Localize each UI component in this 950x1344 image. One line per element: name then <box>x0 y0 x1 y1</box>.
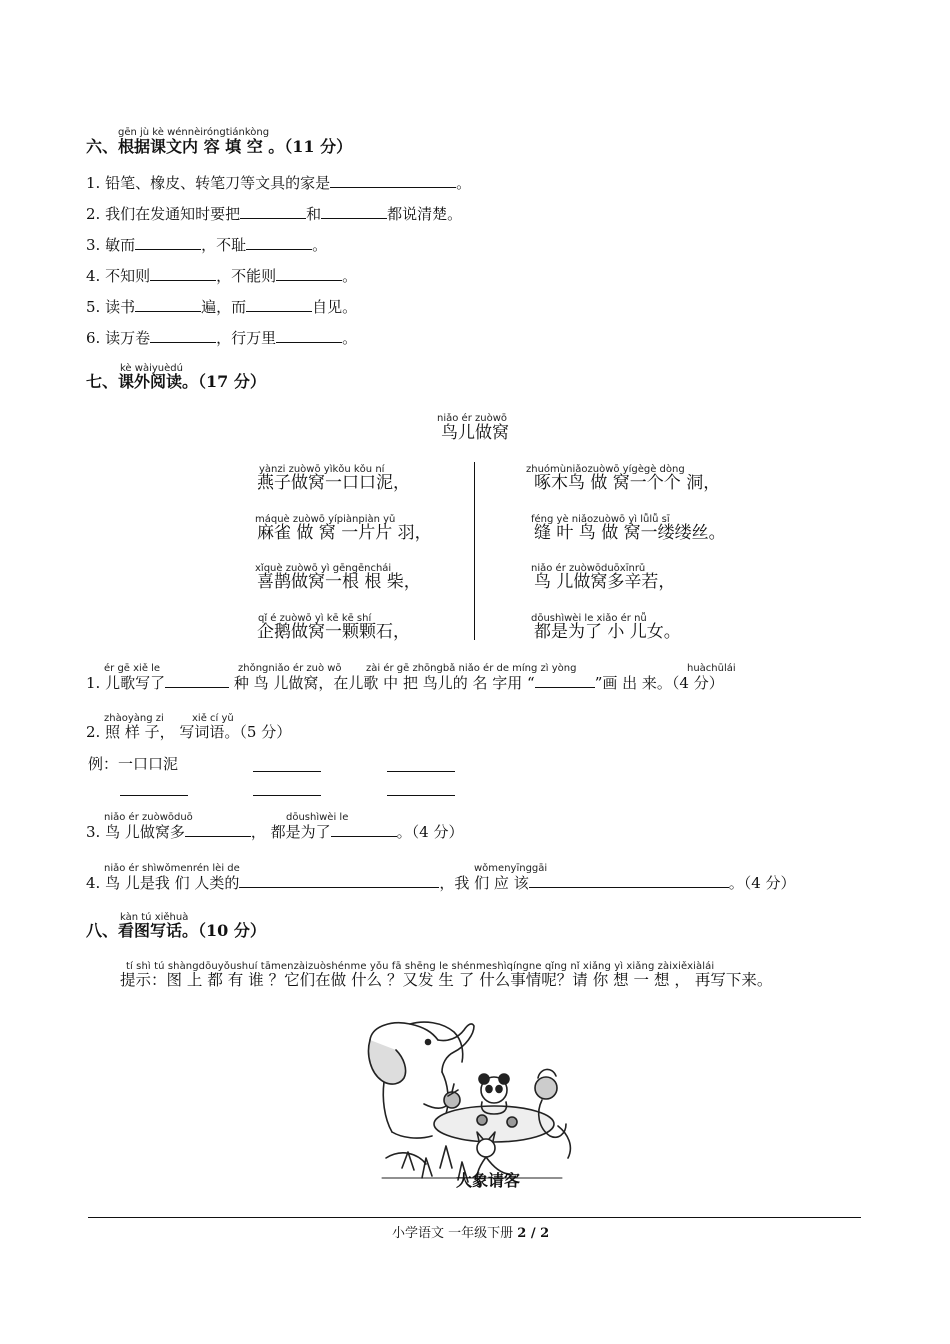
q5-text-b: 遍，而 <box>201 298 247 316</box>
poem-right-1-pinyin: zhuómùniǎozuòwō yígègè dòng <box>526 464 685 475</box>
answer-blank[interactable] <box>135 297 201 312</box>
q2-text-b: 和 <box>306 205 322 223</box>
sec7-q3 <box>86 822 463 841</box>
answer-blank[interactable] <box>276 328 342 343</box>
answer-blank[interactable] <box>321 204 387 219</box>
footer <box>392 1226 549 1242</box>
q4-text-a: 4. 不知则 <box>86 267 151 285</box>
answer-line[interactable] <box>387 795 455 796</box>
q1-text: 1. 铅笔、橡皮、转笔刀等文具的家是 <box>86 174 331 192</box>
q1-end: 。 <box>456 174 472 192</box>
sec7-q4 <box>86 873 796 892</box>
q5-text-c: 自见。 <box>312 298 358 316</box>
poem-right-2-pinyin: féng yè niǎozuòwō yì lǚlǚ sī <box>531 514 670 525</box>
q4-text-b: ，我 们 应 该 <box>439 874 529 892</box>
answer-blank[interactable] <box>150 328 216 343</box>
sec7-q2: 2. 照 样 子， 写词语。（5 分） <box>86 723 292 741</box>
answer-line[interactable] <box>253 771 321 772</box>
q3-pinyin-b: dōushìwèi le <box>286 812 349 823</box>
hint-pinyin: tí shì tú shàngdōuyǒushuí tāmenzàizuòshénme yǒu fā shēng le shénmeshìqíngne qǐng nǐ xiǎng yì xiǎng zàixiěxiàlái <box>126 961 715 972</box>
answer-blank[interactable] <box>246 297 312 312</box>
q1-pinyin-d: huàchūlái <box>687 663 736 674</box>
poem-left-3-pinyin: xǐquè zuòwō yì gēngēnchái <box>255 563 392 574</box>
q2-text-c: 都说清楚。 <box>387 205 463 223</box>
answer-blank[interactable] <box>276 266 342 281</box>
answer-blank[interactable] <box>135 235 201 250</box>
sec6-q5 <box>86 297 357 316</box>
sec7-title: 七、课外阅读。（17 分） <box>86 372 266 391</box>
answer-blank[interactable] <box>330 173 456 188</box>
sec6-pinyin: gēn jù kè wénnèiróngtiánkòng <box>118 127 270 138</box>
answer-blank[interactable] <box>240 204 306 219</box>
q1-pinyin-c: zài ér gē zhōngbǎ niǎo ér de míng zì yòng <box>366 663 577 674</box>
sec6-title: 六、根据课文内 容 填 空 。（11 分） <box>86 137 353 156</box>
q6-text-c: 。 <box>342 329 358 347</box>
answer-blank[interactable] <box>185 822 251 837</box>
answer-blank[interactable] <box>331 822 397 837</box>
sec6-q3 <box>86 235 327 254</box>
poem-right-4: 都是为了 小 儿女。 <box>534 622 681 642</box>
poem-left-1-pinyin: yànzi zuòwō yìkǒu kǒu ní <box>259 464 385 475</box>
sec8-pinyin: kàn tú xiěhuà <box>120 912 189 923</box>
q3-text-a: 3. 鸟 儿做窝多 <box>86 823 185 841</box>
poem-left-2-pinyin: máquè zuòwō yípiànpiàn yǔ <box>255 514 396 525</box>
page-number: 2 / 2 <box>517 1226 550 1241</box>
sec6-q2 <box>86 204 462 223</box>
q1-pinyin-b: zhǒngniǎo ér zuò wō <box>238 663 342 674</box>
q1-text-b: 种 鸟 儿做窝，在儿歌 中 把 鸟儿的 名 字用 “ <box>233 674 535 692</box>
poem-divider <box>474 462 475 640</box>
sec7-q1 <box>86 673 724 692</box>
q6-text-a: 6. 读万卷 <box>86 329 151 347</box>
answer-blank[interactable] <box>535 673 595 688</box>
q3-pinyin-a: niǎo ér zuòwōduō <box>104 812 193 823</box>
q4-text-a: 4. 鸟 儿是我 们 人类的 <box>86 874 240 892</box>
q3-text-b: ， 都是为了 <box>250 823 331 841</box>
q6-text-b: ，行万里 <box>216 329 277 347</box>
poem-left-2: 麻雀 做 窝 一片片 羽， <box>257 523 432 543</box>
sec6-q6 <box>86 328 357 347</box>
sec6-q1 <box>86 173 471 192</box>
q4-pinyin-a: niǎo ér shìwǒmenrén lèi de <box>104 863 240 874</box>
answer-line[interactable] <box>253 795 321 796</box>
answer-blank[interactable] <box>246 235 312 250</box>
q2-pinyin-b: xiě cí yǔ <box>192 713 234 724</box>
q4-text-b: ，不能则 <box>216 267 277 285</box>
poem-left-3: 喜鹊做窝一根 根 柴， <box>257 572 421 592</box>
answer-blank[interactable] <box>529 873 729 888</box>
q3-text-a: 3. 敏而 <box>86 236 136 254</box>
q3-text-c: 。（4 分） <box>396 823 464 841</box>
poem-right-1: 啄木鸟 做 窝一个个 洞， <box>534 473 721 493</box>
hint-text: 提示：图 上 都 有 谁 ？它们在做 什么 ？又发 生 了 什么事情呢？请 你 想 一 想 ， 再写下来。 <box>120 971 773 989</box>
answer-blank[interactable] <box>165 673 229 688</box>
poem-left-4: 企鹅做窝一颗颗石， <box>257 622 410 642</box>
q1-pinyin-a: ér gē xiě le <box>104 663 161 674</box>
answer-line[interactable] <box>387 771 455 772</box>
footer-text: 小学语文 一年级下册 <box>392 1226 518 1241</box>
q3-text-c: 。 <box>312 236 328 254</box>
q4-text-c: 。 <box>342 267 358 285</box>
q1-text-a: 1. 儿歌写了 <box>86 674 166 692</box>
poem-title-pinyin: niǎo ér zuòwō <box>437 413 507 424</box>
poem-left-4-pinyin: qǐ é zuòwō yì kē kē shí <box>258 613 372 624</box>
q2-text-a: 2. 我们在发通知时要把 <box>86 205 241 223</box>
q4-pinyin-b: wǒmenyīnggāi <box>474 863 548 874</box>
q3-text-b: ，不耻 <box>201 236 247 254</box>
footer-rule <box>88 1217 861 1218</box>
poem-right-3: 鸟 儿做窝多辛若， <box>534 572 676 592</box>
sec8-title: 八、看图写话。（10 分） <box>86 921 266 940</box>
poem-left-1: 燕子做窝一口口泥， <box>257 473 410 493</box>
q5-text-a: 5. 读书 <box>86 298 136 316</box>
poem-title: 鸟儿做窝 <box>441 423 509 443</box>
answer-blank[interactable] <box>150 266 216 281</box>
answer-blank[interactable] <box>239 873 439 888</box>
picture-caption: 大象请客 <box>456 1171 521 1190</box>
answer-line[interactable] <box>120 795 188 796</box>
poem-right-4-pinyin: dōushìwèi le xiǎo ér nǚ <box>531 613 647 624</box>
q1-text-c: ”画 出 来。（4 分） <box>594 674 724 692</box>
q2-pinyin-a: zhàoyàng zi <box>104 713 164 724</box>
poem-right-3-pinyin: niǎo ér zuòwōduōxīnrǔ <box>531 563 646 574</box>
sec7-pinyin: kè wàiyuèdú <box>120 363 183 374</box>
poem-right-2: 缝 叶 鸟 做 窝一缕缕丝。 <box>534 523 726 543</box>
sec6-q4 <box>86 266 357 285</box>
q4-text-c: 。（4 分） <box>728 874 796 892</box>
example-label: 例：一口口泥 <box>88 755 179 773</box>
